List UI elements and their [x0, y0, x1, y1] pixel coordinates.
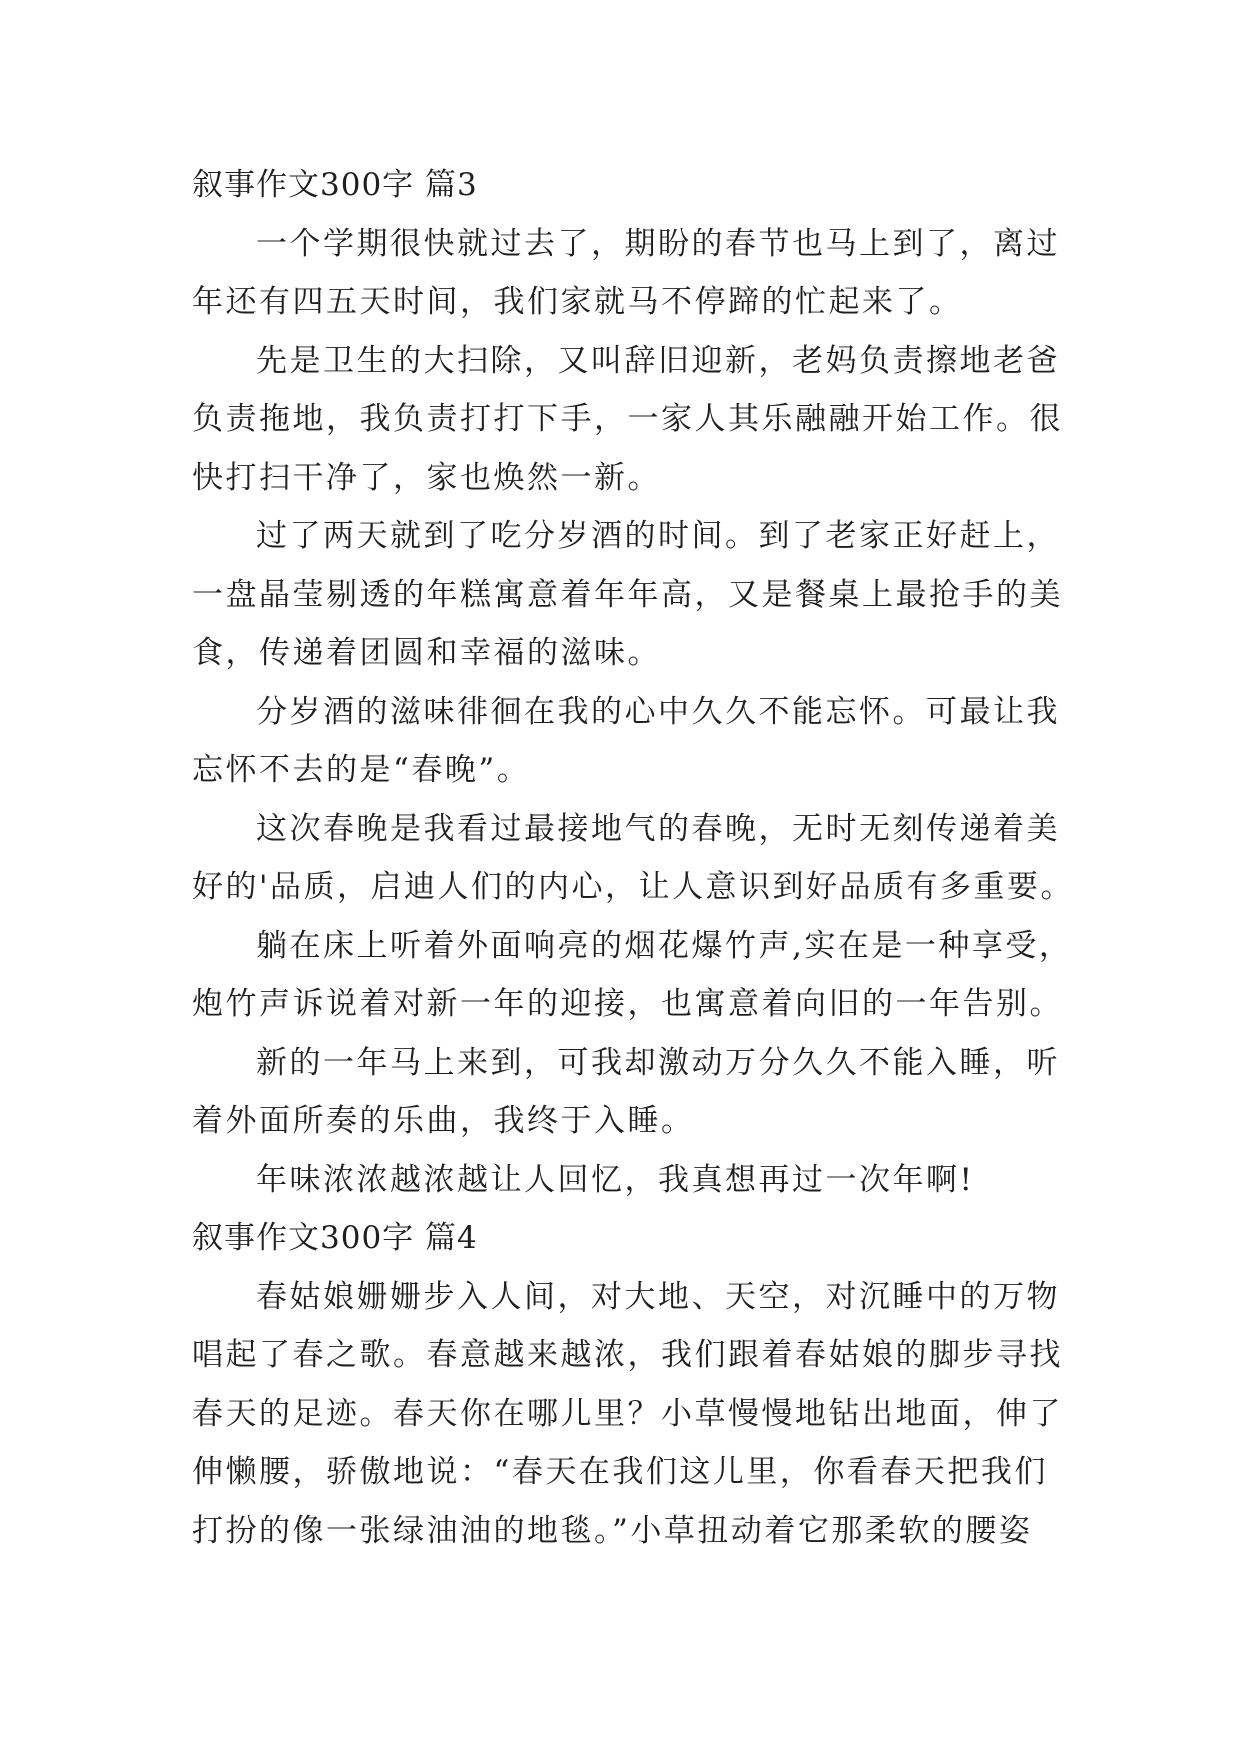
- paragraph-line: 炮竹声诉说着对新一年的迎接，也寓意着向旧的一年告别。: [192, 986, 1063, 1022]
- paragraph-line: 好的'品质，启迪人们的内心，让人意识到好品质有多重要。: [192, 869, 1075, 905]
- paragraph-line: 这次春晚是我看过最接地气的春晚，无时无刻传递着美: [256, 810, 1060, 847]
- paragraph-line: 忘怀不去的是“春晚”。: [192, 752, 531, 788]
- paragraph-line: 唱起了春之歌。春意越来越浓，我们跟着春姑娘的脚步寻找: [192, 1337, 1063, 1373]
- paragraph-line: 躺在床上听着外面响亮的烟花爆竹声,实在是一种享受，: [256, 927, 1073, 964]
- paragraph-line: 一个学期很快就过去了，期盼的春节也马上到了，离过: [256, 225, 1060, 262]
- paragraph-line: 新的一年马上来到，可我却激动万分久久不能入睡，听: [256, 1044, 1060, 1081]
- paragraph-line: 打扮的像一张绿油油的地毯。”小草扭动着它那柔软的腰姿: [192, 1512, 1033, 1549]
- paragraph-line: 食，传递着团圆和幸福的滋味。: [192, 635, 661, 671]
- paragraph-line: 过了两天就到了吃分岁酒的时间。到了老家正好赶上，: [256, 518, 1060, 554]
- section-heading: 叙事作文300字 篇3: [192, 167, 478, 203]
- paragraph-line: 年还有四五天时间，我们家就马不停蹄的忙起来了。: [192, 284, 963, 320]
- paragraph-line: 快打扫干净了，家也焕然一新。: [192, 459, 661, 496]
- paragraph-line: 春姑娘姗姗步入人间，对大地、天空，对沉睡中的万物: [256, 1278, 1060, 1315]
- paragraph-line: 伸懒腰，骄傲地说：“春天在我们这儿里，你看春天把我们: [192, 1454, 1048, 1490]
- paragraph-line: 先是卫生的大扫除，又叫辞旧迎新，老妈负责擦地老爸: [256, 342, 1060, 379]
- section-heading: 叙事作文300字 篇4: [192, 1220, 478, 1256]
- paragraph-line: 负责拖地，我负责打打下手，一家人其乐融融开始工作。很: [192, 401, 1063, 437]
- document-body: [192, 156, 1075, 1560]
- paragraph-line: 一盘晶莹剔透的年糕寓意着年年高，又是餐桌上最抢手的美: [192, 576, 1063, 613]
- paragraph-line: 着外面所奏的乐曲，我终于入睡。: [192, 1103, 695, 1139]
- paragraph-line: 分岁酒的滋味徘徊在我的心中久久不能忘怀。可最让我: [256, 693, 1060, 730]
- paragraph-line: 年味浓浓越浓越让人回忆，我真想再过一次年啊!: [256, 1161, 975, 1198]
- paragraph-line: 春天的足迹。春天你在哪儿里？小草慢慢地钻出地面，伸了: [192, 1395, 1063, 1432]
